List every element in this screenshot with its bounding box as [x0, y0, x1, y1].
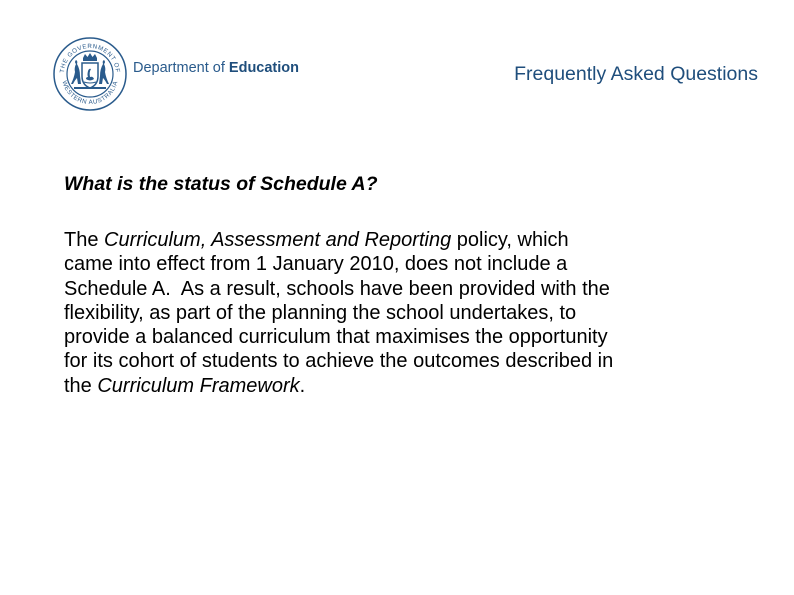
svg-text:WESTERN AUSTRALIA: WESTERN AUSTRALIA	[60, 79, 120, 107]
department-logo	[52, 36, 299, 112]
answer-line	[64, 277, 744, 301]
svg-text:THE GOVERNMENT OF: THE GOVERNMENT OF	[58, 42, 122, 74]
answer-line	[64, 374, 744, 398]
framework-name: Curriculum Framework	[97, 374, 300, 397]
answer-text: Schedule A. As a result, schools have been provided with the	[64, 277, 610, 300]
department-name	[133, 60, 299, 76]
answer-text: the	[64, 374, 98, 397]
answer-text: provide a balanced curriculum that maximises the opportunity	[64, 326, 608, 349]
faq-answer	[64, 228, 744, 398]
answer-text: for its cohort of students to achieve the outcomes described in	[64, 350, 614, 373]
answer-text: .	[299, 374, 306, 397]
wa-government-crest-icon	[52, 36, 128, 112]
answer-text: flexibility, as part of the planning the school undertakes, to	[64, 301, 577, 324]
faq-question: What is the status of Schedule A?	[64, 173, 378, 195]
answer-line	[64, 325, 744, 349]
department-name-prefix: Department of	[133, 60, 229, 76]
answer-text: came into effect from 1 January 2010, does not include a	[64, 253, 568, 276]
answer-text: The	[64, 229, 105, 251]
answer-line	[64, 349, 744, 373]
answer-line	[64, 301, 744, 325]
policy-name: Curriculum, Assessment and Reporting	[104, 229, 452, 251]
answer-line	[64, 252, 744, 276]
page-title: Frequently Asked Questions	[514, 63, 758, 85]
department-name-bold: Education	[228, 60, 300, 76]
answer-line	[64, 228, 744, 252]
answer-text: policy, which	[451, 229, 569, 251]
